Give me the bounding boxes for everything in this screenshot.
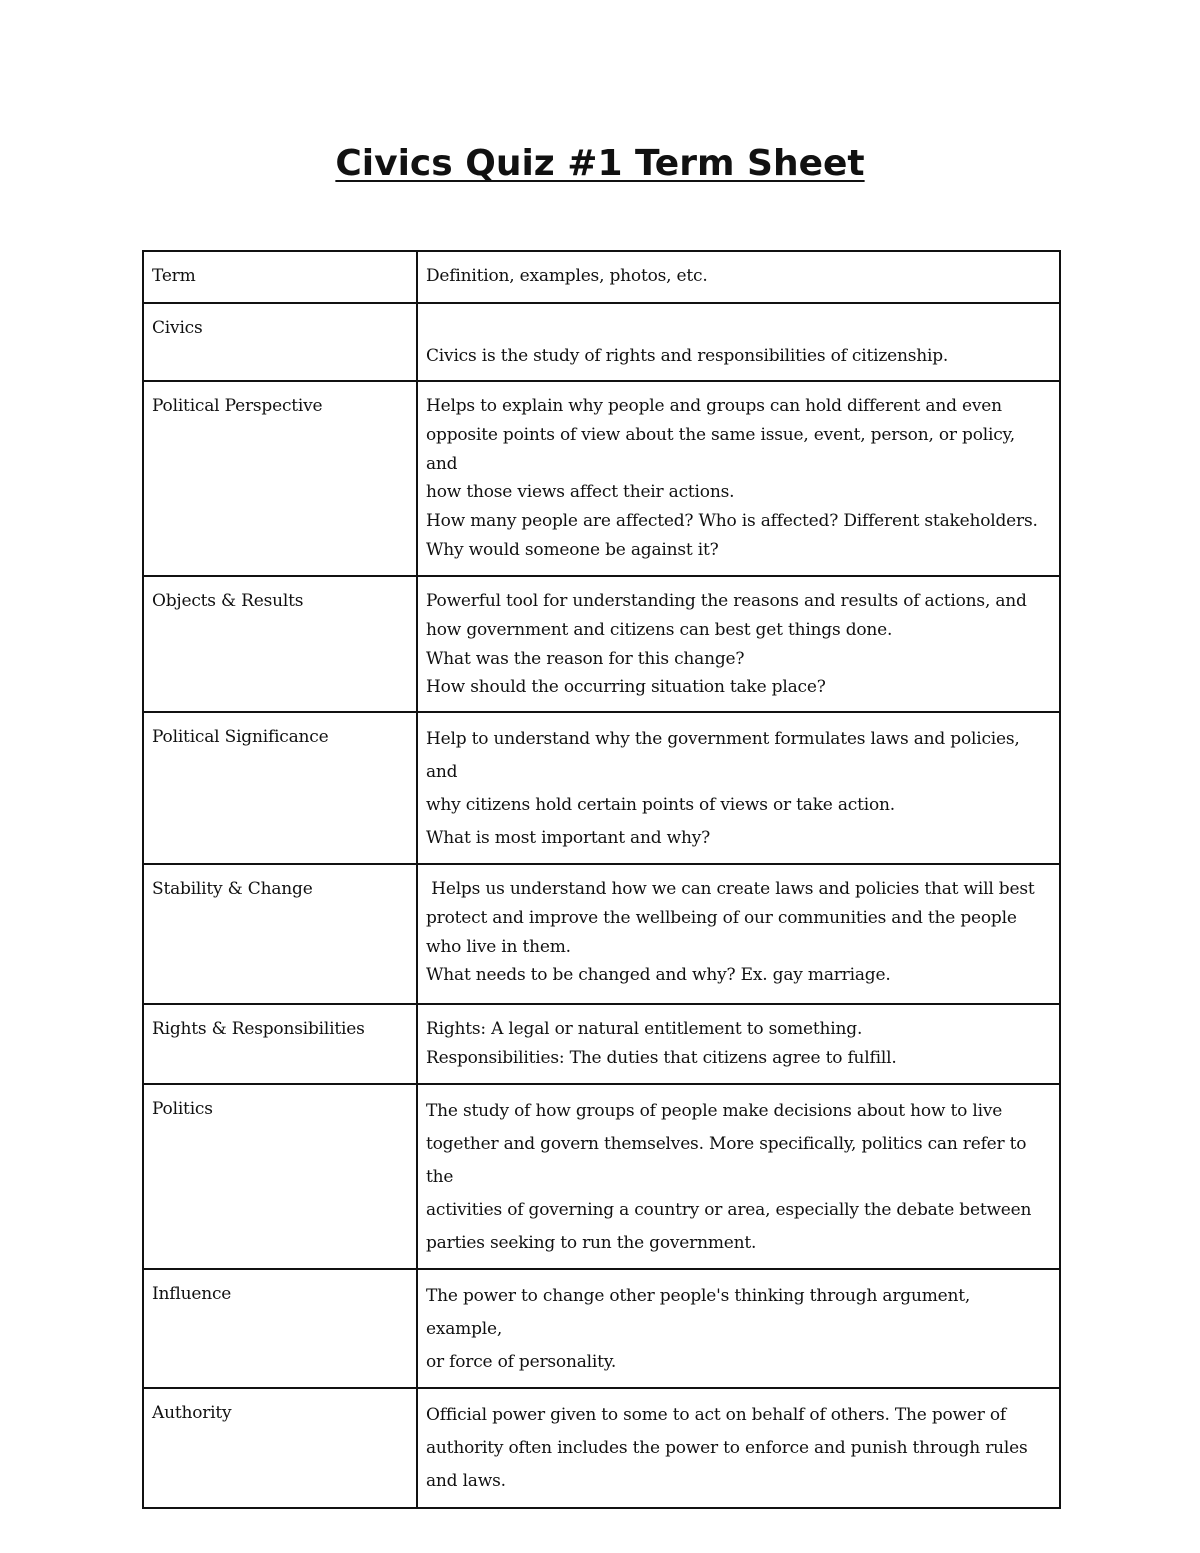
definition-line: Powerful tool for understanding the reasons and results of actions, and [426, 591, 1027, 611]
definition-cell [417, 1004, 1060, 1084]
definition-cell [417, 1084, 1060, 1269]
definition-line: The study of how groups of people make decisions about how to live [426, 1101, 1003, 1121]
table-row [143, 1269, 1060, 1388]
table-row [143, 381, 1060, 576]
definition-line: Helps us understand how we can create laws and policies that will best [426, 879, 1035, 899]
table-header-row [143, 251, 1060, 303]
definition-line: Responsibilities: The duties that citizens agree to fulfill. [426, 1047, 897, 1068]
table-row [143, 712, 1060, 864]
page-title: Civics Quiz #1 Term Sheet [335, 143, 865, 184]
definition-cell [417, 1388, 1060, 1508]
definition-line: What was the reason for this change? [426, 648, 745, 669]
definition-line: What needs to be changed and why? Ex. gay marriage. [426, 965, 891, 986]
definition-line: together and govern themselves. More specifically, politics can refer to the [426, 1134, 1027, 1187]
table-row [143, 1004, 1060, 1084]
term-cell: Rights & Responsibilities [143, 1004, 417, 1084]
definition-line: Civics is the study of rights and responsibilities of citizenship. [426, 346, 949, 366]
term-cell: Authority [143, 1388, 417, 1508]
definition-line: opposite points of view about the same issue, event, person, or policy, and [426, 424, 1015, 474]
definition-line: How many people are affected? Who is affected? Different stakeholders. [426, 511, 1038, 532]
definition-line: authority often includes the power to enforce and punish through rules [426, 1438, 1028, 1458]
definition-line: Official power given to some to act on behalf of others. The power of [426, 1405, 1007, 1425]
definition-cell [417, 303, 1060, 381]
term-cell: Objects & Results [143, 576, 417, 712]
definition-cell [417, 381, 1060, 576]
definition-line: or force of personality. [426, 1352, 617, 1372]
definition-line: How should the occurring situation take place? [426, 677, 826, 698]
table-row [143, 864, 1060, 1004]
definition-cell [417, 1269, 1060, 1388]
table-row [143, 1388, 1060, 1508]
definition-line: Helps to explain why people and groups can hold different and even [426, 396, 1002, 416]
term-cell: Politics [143, 1084, 417, 1269]
definition-line: What is most important and why? [426, 828, 711, 848]
definition-line: protect and improve the wellbeing of our communities and the people [426, 907, 1017, 928]
term-cell: Civics [143, 303, 417, 381]
definition-cell [417, 864, 1060, 1004]
definition-line: parties seeking to run the government. [426, 1233, 757, 1253]
header-term: Term [143, 251, 417, 303]
definition-line: Help to understand why the government formulates laws and policies, and [426, 729, 1020, 782]
definition-line: The power to change other people's thinking through argument, example, [426, 1286, 971, 1339]
definition-line: activities of governing a country or area, especially the debate between [426, 1200, 1032, 1220]
definition-cell [417, 712, 1060, 864]
definition-line: and laws. [426, 1471, 506, 1491]
term-cell: Political Significance [143, 712, 417, 864]
term-cell: Influence [143, 1269, 417, 1388]
definition-line: how government and citizens can best get things done. [426, 619, 893, 640]
definition-line: how those views affect their actions. [426, 482, 735, 503]
term-cell: Political Perspective [143, 381, 417, 576]
definition-line: Why would someone be against it? [426, 539, 719, 560]
table-row [143, 576, 1060, 712]
table-row [143, 1084, 1060, 1269]
definition-line: Rights: A legal or natural entitlement to something. [426, 1019, 863, 1039]
definition-line: why citizens hold certain points of views or take action. [426, 795, 895, 815]
definition-line: who live in them. [426, 936, 571, 957]
term-cell: Stability & Change [143, 864, 417, 1004]
term-table [142, 250, 1061, 1509]
header-definition: Definition, examples, photos, etc. [417, 251, 1060, 303]
table-row [143, 303, 1060, 381]
definition-cell [417, 576, 1060, 712]
